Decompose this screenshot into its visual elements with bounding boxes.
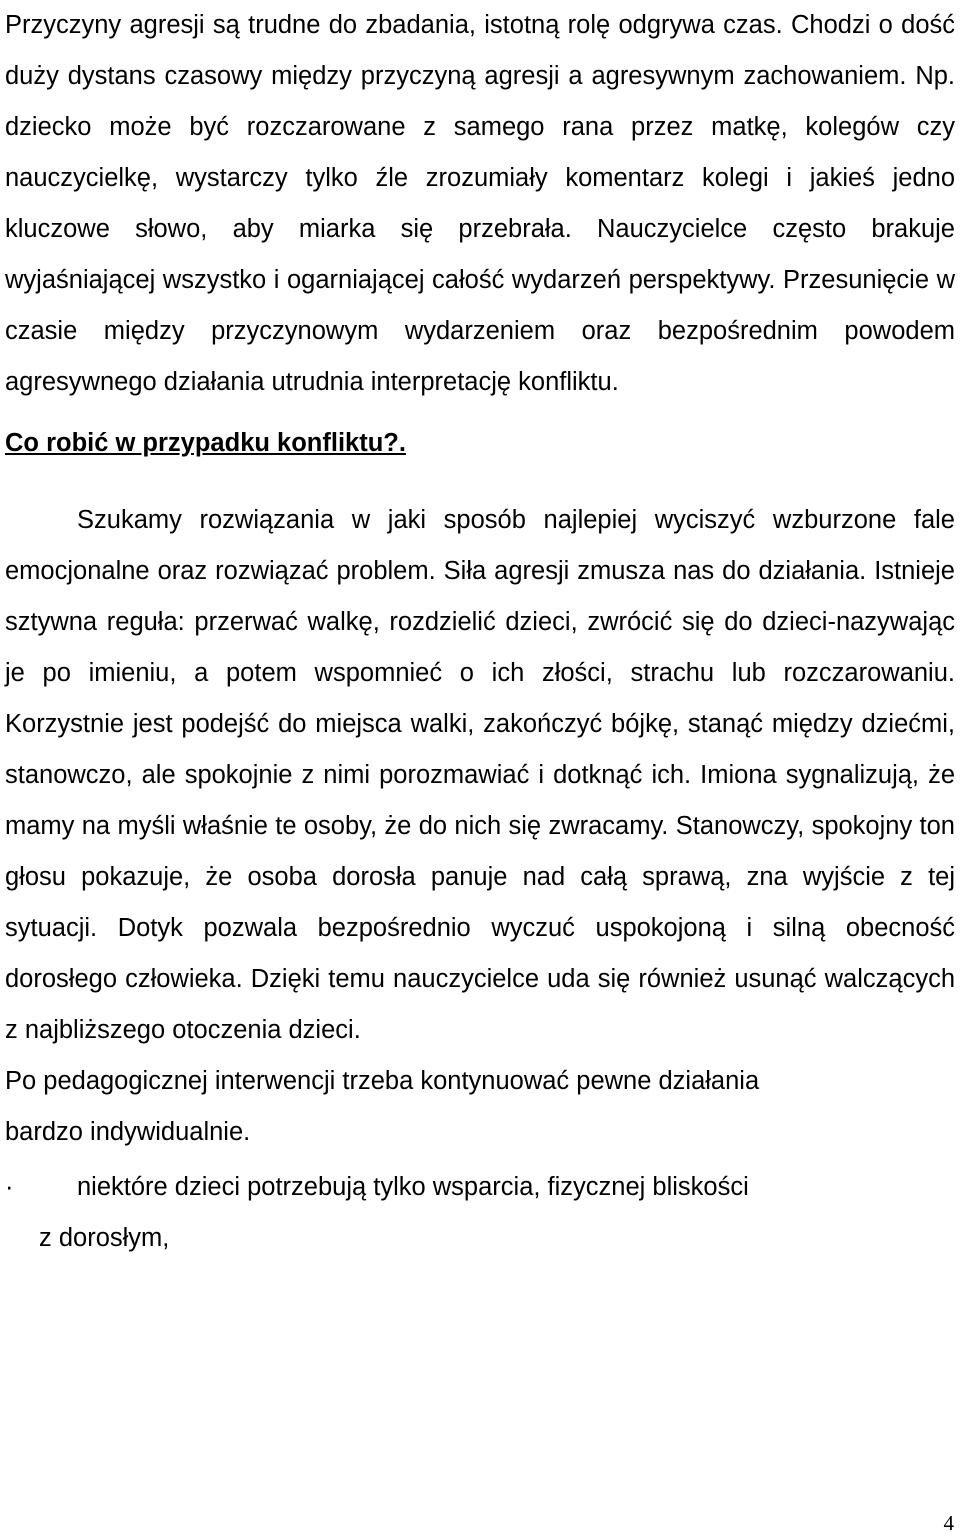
page-number: 4 <box>943 1511 954 1535</box>
document-page <box>5 0 955 1264</box>
bullet-item-text-1: niektóre dzieci potrzebują tylko wsparcia, fizycznej bliskości <box>77 1173 749 1201</box>
bullet-list-item <box>5 1162 955 1264</box>
spacer <box>5 408 955 418</box>
paragraph-intervention-text-2: bardzo indywidualnie. <box>5 1118 251 1146</box>
spacer <box>5 469 955 495</box>
paragraph-intervention-line <box>5 1056 955 1158</box>
paragraph-causes-of-aggression: Przyczyny agresji są trudne do zbadania, istotną rolę odgrywa czas. Chodzi o dość duży dystans czasowy między przyczyną agresji a agresywnym zachowaniem. Np. dziecko może być rozczarowane z samego rana przez matkę, kolegów czy nauczycielkę, wystarczy tylko źle zrozumiały komentarz kolegi i jakieś jedno kluczowe słowo, aby miarka się przebrała. Nauczycielce często brakuje wyjaśniającej wszystko i ogarniającej całość wydarzeń perspektywy. Przesunięcie w czasie między przyczynowym wydarzeniem oraz bezpośrednim powodem agresywnego działania utrudnia interpretację konfliktu. <box>5 11 955 396</box>
paragraph-solutions: Szukamy rozwiązania w jaki sposób najlepiej wyciszyć wzburzone fale emocjonalne oraz rozwiązać problem. Siła agresji zmusza nas do działania. Istnieje sztywna reguła: przerwać walkę, rozdzielić dzieci, zwrócić się do dzieci-nazywając je po imieniu, a potem wspomnieć o ich złości, strachu lub rozczarowaniu. Korzystnie jest podejść do miejsca walki, zakończyć bójkę, stanąć między dziećmi, stanowczo, ale spokojnie z nimi porozmawiać i dotknąć ich. Imiona sygnalizują, że mamy na myśli właśnie te osoby, że do nich się zwracamy. Stanowczy, spokojny ton głosu pokazuje, że osoba dorosła panuje nad całą sprawą, zna wyjście z tej sytuacji. Dotyk pozwala bezpośrednio wyczuć uspokojoną i silną obecność dorosłego człowieka. Dzięki temu nauczycielce uda się również usunąć walczących z najbliższego otoczenia dzieci. <box>5 506 955 1044</box>
bullet-item-text-2: z dorosłym, <box>39 1224 170 1252</box>
paragraph-intervention-text-1: Po pedagogicznej interwencji trzeba kontynuować pewne działania <box>5 1067 760 1095</box>
section-heading: Co robić w przypadku konfliktu?. <box>5 429 406 457</box>
bullet-dot-icon: · <box>5 1173 14 1201</box>
